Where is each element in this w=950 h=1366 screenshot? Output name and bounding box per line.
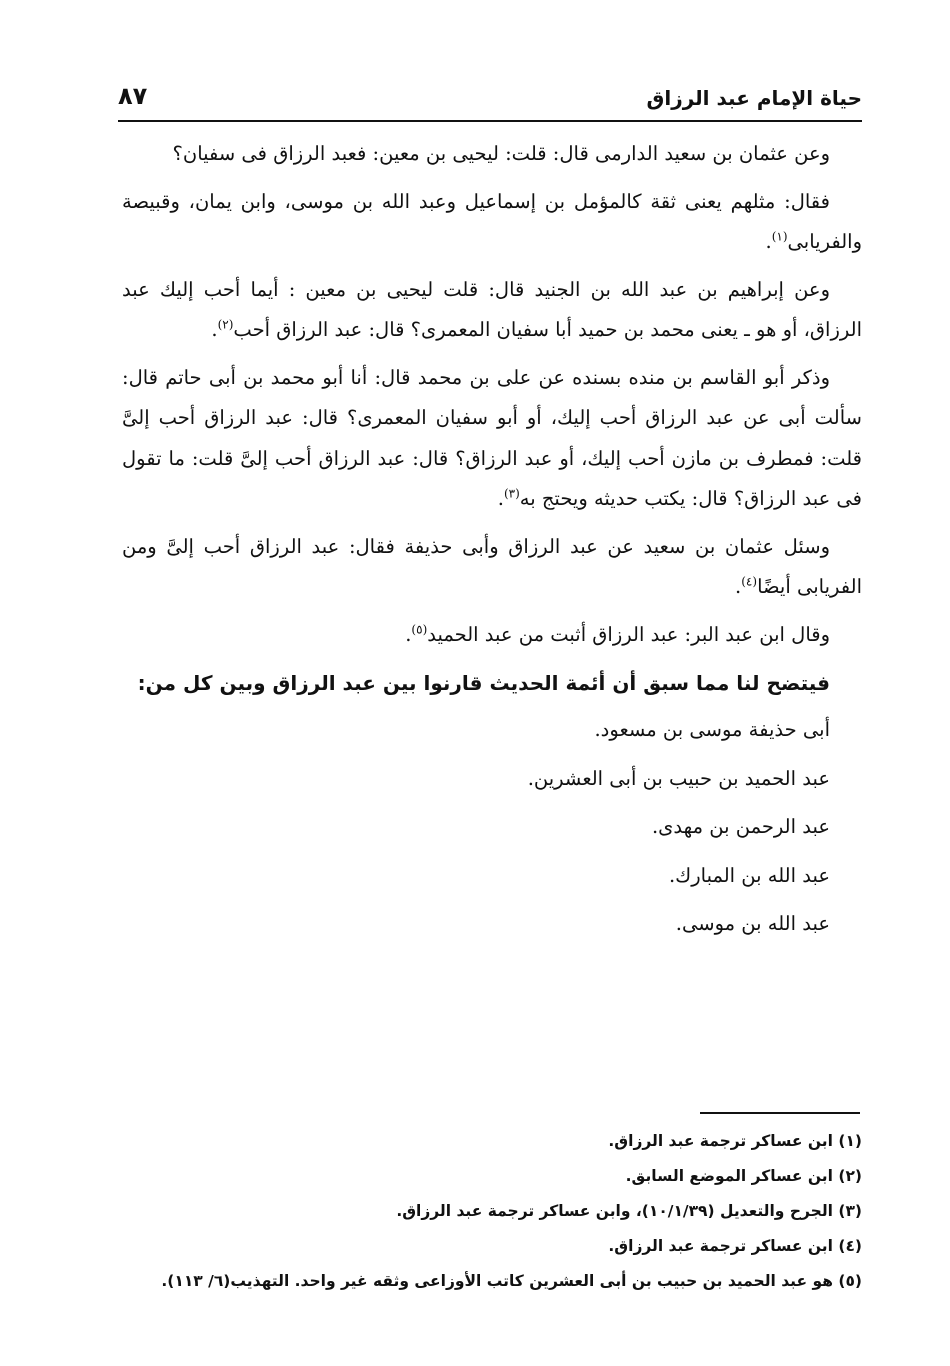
list-item: أبى حذيفة موسى بن مسعود. <box>594 718 830 741</box>
list-item: عبد الله بن موسى. <box>675 912 830 935</box>
paragraph-2: فقال: مثلهم يعنى ثقة كالمؤمل بن إسماعيل وعبد الله بن موسى، وابن يمان، وقبيصة والفريابى$^{(١)}$. <box>122 189 862 253</box>
list-item: عبد الحميد بن حبيب بن أبى العشرين. <box>527 766 830 790</box>
footnote-ref-5: (٥) <box>411 622 428 636</box>
footnote-3: (٣) الجرح والتعديل (١٠/١/٣٩)، وابن عساكر ترجمة عبد الرزاق. <box>396 1202 862 1220</box>
list-item: عبد الرحمن بن مهدى. <box>651 815 830 838</box>
paragraph-6: وقال ابن عبد البر: عبد الرزاق أثبت من عبد الحميد$^{(٥)}$. <box>405 622 830 646</box>
list-item: عبد الله بن المبارك. <box>668 863 830 887</box>
paragraph-4: وذكر أبو القاسم بن منده بسنده عن على بن محمد قال: أنا أبو محمد بن أبى حاتم قال: سألت أبى عن عبد الرزاق أحب إليك، أو أبو سفيان المعمرى؟ قال: عبد الرزاق أحب إلىَّ قلت: فمطرف بن مازن أحب إليك، أو عبد الرزاق؟ قال: عبد الرزاق أحب إلىَّ قلت: ما تقول فى عبد الرزاق؟ قال: يكتب حديثه ويحتج به$^{(٣)}$. <box>122 365 862 510</box>
footnote-4: (٤) ابن عساكر ترجمة عبد الرزاق. <box>608 1237 862 1255</box>
footnote-1: (١) ابن عساكر ترجمة عبد الرزاق. <box>608 1132 862 1150</box>
page-number: ٨٧ <box>118 82 148 110</box>
running-title: حياة الإمام عبد الرزاق <box>646 86 862 110</box>
footnotes <box>118 1124 862 1299</box>
page-header <box>118 80 862 122</box>
footnote-ref-2: (٢) <box>217 317 234 332</box>
footnote-ref-4: (٤) <box>741 574 758 589</box>
main-text <box>122 134 862 953</box>
footnote-5: (٥) هو عبد الحميد بن حبيب بن أبى العشرين كاتب الأوزاعى وثقه غير واحد. التهذيب(٦/ ١١٣). <box>161 1272 862 1290</box>
paragraph-1: وعن عثمان بن سعيد الدارمى قال: قلت: ليحيى بن معين: فعبد الرزاق فى سفيان؟ <box>172 142 830 165</box>
footnote-ref-3: (٣) <box>503 486 520 501</box>
paragraph-5: وسئل عثمان بن سعيد عن عبد الرزاق وأبى حذيفة فقال: عبد الرزاق أحب إلىَّ ومن الفريابى أيضًا$^{(٤)}$. <box>122 534 862 598</box>
footnote-ref-1: (١) <box>771 229 788 244</box>
summary-heading: فيتضح لنا مما سبق أن أئمة الحديث قارنوا بين عبد الرزاق وبين كل من: <box>137 671 830 695</box>
footnote-divider <box>700 1112 860 1114</box>
footnote-2: (٢) ابن عساكر الموضع السابق. <box>625 1167 862 1185</box>
paragraph-3: وعن إبراهيم بن عبد الله بن الجنيد قال: قلت ليحيى بن معين : أيما أحب إليك عبد الرزاق، أو هو ـ يعنى محمد بن حميد أبا سفيان المعمرى؟ قال: عبد الرزاق أحب$^{(٢)}$. <box>122 277 862 341</box>
